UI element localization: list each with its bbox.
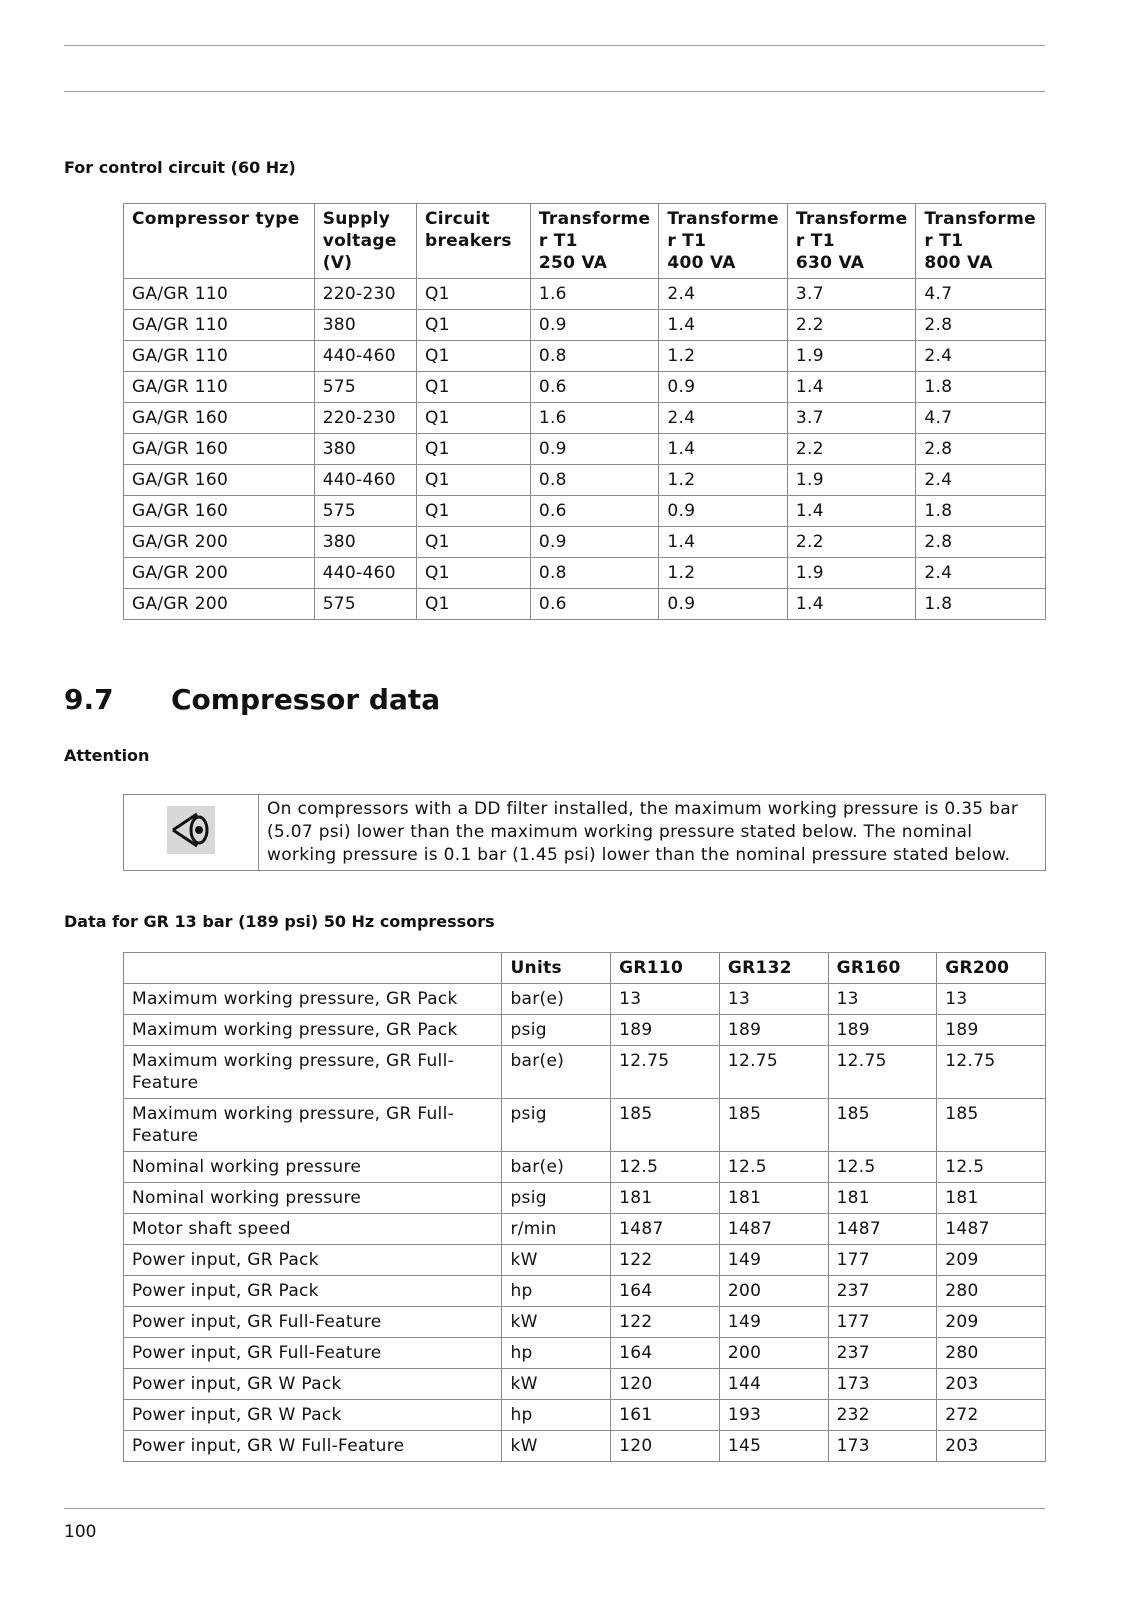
table-cell: 575 xyxy=(314,496,416,527)
gr-data-heading: Data for GR 13 bar (189 psi) 50 Hz compressors xyxy=(64,912,495,931)
table-cell: 2.4 xyxy=(659,403,788,434)
parameter-cell xyxy=(124,1338,502,1369)
table-cell: 149 xyxy=(719,1245,828,1276)
table-cell: 1.9 xyxy=(787,341,916,372)
table-cell: 1.4 xyxy=(659,434,788,465)
table-cell: Q1 xyxy=(417,434,531,465)
table-cell: 1.2 xyxy=(659,465,788,496)
table-cell: 185 xyxy=(828,1099,937,1152)
table-row xyxy=(124,1152,1046,1183)
parameter-line: Nominal working pressure xyxy=(132,1188,362,1208)
table-cell: 1.9 xyxy=(787,558,916,589)
column-header: GR200 xyxy=(937,953,1046,984)
table-cell: 144 xyxy=(719,1369,828,1400)
table-cell: GA/GR 110 xyxy=(124,279,315,310)
table-cell: 575 xyxy=(314,372,416,403)
header-rule-top xyxy=(64,45,1045,46)
column-header-line: (V) xyxy=(322,253,353,273)
table-cell: 1487 xyxy=(828,1214,937,1245)
table-cell: Q1 xyxy=(417,403,531,434)
column-header-line: Circuit xyxy=(425,209,490,229)
table-cell: 1.8 xyxy=(916,372,1046,403)
table-cell: 13 xyxy=(611,984,720,1015)
table-row xyxy=(124,1214,1046,1245)
table-cell: 13 xyxy=(937,984,1046,1015)
table-cell: 2.4 xyxy=(916,341,1046,372)
table-cell: Q1 xyxy=(417,558,531,589)
table-row xyxy=(124,984,1046,1015)
column-header-line: breakers xyxy=(425,231,512,251)
table-row xyxy=(124,465,1046,496)
column-header-line: voltage xyxy=(322,231,397,251)
attention-text-line: (5.07 psi) lower than the maximum working pressure stated below. The nominal xyxy=(267,822,973,842)
table-cell: 12.75 xyxy=(611,1046,720,1099)
table-row xyxy=(124,1307,1046,1338)
control-circuit-table xyxy=(123,203,1046,620)
column-header-line: r T1 xyxy=(667,231,707,251)
table-cell: Q1 xyxy=(417,372,531,403)
column-header-line: Transforme xyxy=(667,209,779,229)
table-cell: 12.75 xyxy=(937,1046,1046,1099)
attention-box xyxy=(123,794,1046,871)
table-cell: 209 xyxy=(937,1245,1046,1276)
parameter-cell xyxy=(124,1245,502,1276)
table-row xyxy=(124,1338,1046,1369)
parameter-cell xyxy=(124,1307,502,1338)
table-cell: 1.4 xyxy=(787,372,916,403)
table-cell: psig xyxy=(502,1183,611,1214)
table-cell: 12.75 xyxy=(828,1046,937,1099)
column-header xyxy=(916,204,1046,279)
table-cell: 177 xyxy=(828,1245,937,1276)
table-cell: 12.5 xyxy=(719,1152,828,1183)
footer-rule xyxy=(64,1508,1045,1509)
table-cell: 120 xyxy=(611,1369,720,1400)
parameter-cell xyxy=(124,1400,502,1431)
column-header-line: r T1 xyxy=(924,231,964,251)
table-cell: 220-230 xyxy=(314,403,416,434)
table-cell: 4.7 xyxy=(916,279,1046,310)
parameter-cell xyxy=(124,984,502,1015)
table-cell: hp xyxy=(502,1400,611,1431)
table-row xyxy=(124,310,1046,341)
attention-text-line: working pressure is 0.1 bar (1.45 psi) lower than the nominal pressure stated below. xyxy=(267,845,1011,865)
table-cell: 185 xyxy=(937,1099,1046,1152)
table-cell: 200 xyxy=(719,1276,828,1307)
parameter-cell xyxy=(124,1046,502,1099)
table-cell: 164 xyxy=(611,1338,720,1369)
column-header-line: 630 VA xyxy=(795,253,865,273)
table-cell: 237 xyxy=(828,1338,937,1369)
table-cell: psig xyxy=(502,1015,611,1046)
table-cell: 280 xyxy=(937,1338,1046,1369)
table-cell: 220-230 xyxy=(314,279,416,310)
table-cell: 1.2 xyxy=(659,341,788,372)
parameter-line: Nominal working pressure xyxy=(132,1157,362,1177)
table-cell: 181 xyxy=(719,1183,828,1214)
parameter-cell xyxy=(124,1015,502,1046)
table-cell: 181 xyxy=(937,1183,1046,1214)
attention-text xyxy=(259,795,1046,871)
parameter-line: Motor shaft speed xyxy=(132,1219,291,1239)
parameter-cell xyxy=(124,1431,502,1462)
table-cell: 2.8 xyxy=(916,527,1046,558)
column-header xyxy=(124,953,502,984)
table-cell: 1.4 xyxy=(659,310,788,341)
parameter-line: Power input, GR Pack xyxy=(132,1281,319,1301)
table-cell: 1.8 xyxy=(916,589,1046,620)
table-cell: 0.9 xyxy=(530,310,659,341)
table-cell: 0.9 xyxy=(659,496,788,527)
table-cell: GA/GR 160 xyxy=(124,496,315,527)
table-row xyxy=(124,1046,1046,1099)
parameter-line: Power input, GR W Pack xyxy=(132,1374,342,1394)
table-row xyxy=(124,1276,1046,1307)
parameter-cell xyxy=(124,1369,502,1400)
table-cell: 1487 xyxy=(719,1214,828,1245)
table-cell: 0.8 xyxy=(530,341,659,372)
parameter-line: Power input, GR W Full-Feature xyxy=(132,1436,405,1456)
table-cell: 203 xyxy=(937,1431,1046,1462)
parameter-line: Power input, GR Pack xyxy=(132,1250,319,1270)
table-cell: 272 xyxy=(937,1400,1046,1431)
table-cell: 189 xyxy=(828,1015,937,1046)
table-cell: 232 xyxy=(828,1400,937,1431)
table-cell: 0.9 xyxy=(659,372,788,403)
column-header: GR132 xyxy=(719,953,828,984)
table-cell: Q1 xyxy=(417,496,531,527)
column-header-line: Compressor type xyxy=(132,209,300,229)
table-row xyxy=(124,1015,1046,1046)
table-cell: 203 xyxy=(937,1369,1046,1400)
table-cell: 1.6 xyxy=(530,279,659,310)
table-cell: GA/GR 200 xyxy=(124,527,315,558)
table-cell: kW xyxy=(502,1245,611,1276)
column-header-line: Transforme xyxy=(795,209,908,229)
table-row xyxy=(124,434,1046,465)
table-cell: Q1 xyxy=(417,589,531,620)
table-cell: 200 xyxy=(719,1338,828,1369)
table-cell: 122 xyxy=(611,1307,720,1338)
table-cell: 1.4 xyxy=(787,496,916,527)
table-cell: 1.2 xyxy=(659,558,788,589)
table-cell: 2.2 xyxy=(787,434,916,465)
table-cell: 209 xyxy=(937,1307,1046,1338)
table-cell: 1487 xyxy=(611,1214,720,1245)
column-header: GR110 xyxy=(611,953,720,984)
table-row xyxy=(124,279,1046,310)
column-header-line: r T1 xyxy=(538,231,578,251)
table-cell: 380 xyxy=(314,310,416,341)
column-header xyxy=(417,204,531,279)
table-cell: 173 xyxy=(828,1369,937,1400)
table-cell: 173 xyxy=(828,1431,937,1462)
table-cell: 189 xyxy=(611,1015,720,1046)
parameter-line: Power input, GR Full-Feature xyxy=(132,1312,382,1332)
table-row xyxy=(124,1183,1046,1214)
column-header xyxy=(787,204,916,279)
table-cell: 1487 xyxy=(937,1214,1046,1245)
table-cell: 280 xyxy=(937,1276,1046,1307)
parameter-cell xyxy=(124,1276,502,1307)
table-row xyxy=(124,558,1046,589)
table-cell: 2.4 xyxy=(659,279,788,310)
table-cell: bar(e) xyxy=(502,1152,611,1183)
column-header xyxy=(314,204,416,279)
table-cell: 2.8 xyxy=(916,310,1046,341)
table-cell: 0.6 xyxy=(530,589,659,620)
table-cell: GA/GR 160 xyxy=(124,403,315,434)
table-cell: 0.8 xyxy=(530,465,659,496)
eye-warning-icon xyxy=(167,806,215,854)
table-row xyxy=(124,589,1046,620)
table-cell: 149 xyxy=(719,1307,828,1338)
parameter-line: Maximum working pressure, GR Pack xyxy=(132,1020,458,1040)
table-cell: 161 xyxy=(611,1400,720,1431)
table-cell: 12.75 xyxy=(719,1046,828,1099)
table-cell: bar(e) xyxy=(502,1046,611,1099)
table-cell: 0.9 xyxy=(530,434,659,465)
table-cell: 237 xyxy=(828,1276,937,1307)
column-header xyxy=(530,204,659,279)
table-cell: GA/GR 200 xyxy=(124,558,315,589)
parameter-line: Maximum working pressure, GR Full- xyxy=(132,1051,455,1071)
table-cell: GA/GR 200 xyxy=(124,589,315,620)
attention-icon-cell xyxy=(124,795,259,871)
table-cell: 0.9 xyxy=(530,527,659,558)
section-title-text: Compressor data xyxy=(171,683,441,716)
table-cell: 145 xyxy=(719,1431,828,1462)
attention-heading: Attention xyxy=(64,746,150,765)
column-header-line: 250 VA xyxy=(538,253,608,273)
table-row xyxy=(124,1431,1046,1462)
table-cell: GA/GR 110 xyxy=(124,341,315,372)
table-cell: 122 xyxy=(611,1245,720,1276)
table-cell: GA/GR 110 xyxy=(124,310,315,341)
table-cell: 2.8 xyxy=(916,434,1046,465)
table-cell: 2.4 xyxy=(916,465,1046,496)
table-cell: psig xyxy=(502,1099,611,1152)
parameter-line: Maximum working pressure, GR Full- xyxy=(132,1104,455,1124)
table-cell: GA/GR 110 xyxy=(124,372,315,403)
table-cell: Q1 xyxy=(417,465,531,496)
table-cell: 380 xyxy=(314,434,416,465)
table-cell: 2.2 xyxy=(787,310,916,341)
table-cell: 0.6 xyxy=(530,372,659,403)
table-cell: 0.6 xyxy=(530,496,659,527)
table-row xyxy=(124,341,1046,372)
table-cell: 193 xyxy=(719,1400,828,1431)
table-cell: 440-460 xyxy=(314,558,416,589)
parameter-line: Power input, GR Full-Feature xyxy=(132,1343,382,1363)
section-number: 9.7 xyxy=(64,683,114,716)
table-cell: 12.5 xyxy=(937,1152,1046,1183)
table-cell: 440-460 xyxy=(314,341,416,372)
table-cell: 1.6 xyxy=(530,403,659,434)
gr-data-table xyxy=(123,952,1046,1462)
section-title xyxy=(64,683,440,716)
column-header-line: Transforme xyxy=(538,209,651,229)
table-cell: 12.5 xyxy=(611,1152,720,1183)
table-cell: 120 xyxy=(611,1431,720,1462)
table-cell: 13 xyxy=(828,984,937,1015)
table-row xyxy=(124,403,1046,434)
column-header-line: Transforme xyxy=(924,209,1036,229)
table-cell: 0.9 xyxy=(659,589,788,620)
parameter-line: Feature xyxy=(132,1073,199,1093)
table-cell: 185 xyxy=(719,1099,828,1152)
parameter-cell xyxy=(124,1183,502,1214)
table-cell: 1.8 xyxy=(916,496,1046,527)
table-cell: GA/GR 160 xyxy=(124,465,315,496)
table-row xyxy=(124,527,1046,558)
table-cell: 1.4 xyxy=(787,589,916,620)
column-header: GR160 xyxy=(828,953,937,984)
column-header-line: 400 VA xyxy=(667,253,736,273)
table-cell: 185 xyxy=(611,1099,720,1152)
column-header-line: r T1 xyxy=(795,231,835,251)
table-cell: kW xyxy=(502,1307,611,1338)
table-cell: 3.7 xyxy=(787,403,916,434)
parameter-cell xyxy=(124,1099,502,1152)
page-number: 100 xyxy=(64,1522,97,1542)
table-cell: Q1 xyxy=(417,527,531,558)
parameter-cell xyxy=(124,1152,502,1183)
control-circuit-heading: For control circuit (60 Hz) xyxy=(64,158,296,177)
parameter-line: Maximum working pressure, GR Pack xyxy=(132,989,458,1009)
table-cell: Q1 xyxy=(417,341,531,372)
table-cell: 189 xyxy=(719,1015,828,1046)
table-cell: GA/GR 160 xyxy=(124,434,315,465)
table-cell: 177 xyxy=(828,1307,937,1338)
table-cell: bar(e) xyxy=(502,984,611,1015)
column-header xyxy=(659,204,788,279)
table-cell: r/min xyxy=(502,1214,611,1245)
table-cell: 13 xyxy=(719,984,828,1015)
table-cell: hp xyxy=(502,1276,611,1307)
table-cell: 1.9 xyxy=(787,465,916,496)
table-row xyxy=(124,1369,1046,1400)
attention-text-line: On compressors with a DD filter installed, the maximum working pressure is 0.35 bar xyxy=(267,799,1019,819)
table-row xyxy=(124,496,1046,527)
table-cell: 4.7 xyxy=(916,403,1046,434)
table-row xyxy=(124,1099,1046,1152)
table-row xyxy=(124,1400,1046,1431)
parameter-cell xyxy=(124,1214,502,1245)
table-cell: 181 xyxy=(828,1183,937,1214)
table-cell: 380 xyxy=(314,527,416,558)
table-cell: 164 xyxy=(611,1276,720,1307)
column-header-line: Supply xyxy=(322,209,391,229)
table-cell: 0.8 xyxy=(530,558,659,589)
table-cell: 1.4 xyxy=(659,527,788,558)
table-cell: Q1 xyxy=(417,279,531,310)
table-cell: 440-460 xyxy=(314,465,416,496)
table-cell: 575 xyxy=(314,589,416,620)
column-header-line: 800 VA xyxy=(924,253,993,273)
header-rule-bottom xyxy=(64,91,1045,92)
table-row xyxy=(124,1245,1046,1276)
table-row xyxy=(124,372,1046,403)
table-cell: 3.7 xyxy=(787,279,916,310)
table-cell: kW xyxy=(502,1369,611,1400)
table-cell: 181 xyxy=(611,1183,720,1214)
table-cell: 2.2 xyxy=(787,527,916,558)
column-header: Units xyxy=(502,953,611,984)
parameter-line: Power input, GR W Pack xyxy=(132,1405,342,1425)
table-cell: Q1 xyxy=(417,310,531,341)
table-cell: 12.5 xyxy=(828,1152,937,1183)
table-cell: hp xyxy=(502,1338,611,1369)
table-cell: kW xyxy=(502,1431,611,1462)
table-cell: 2.4 xyxy=(916,558,1046,589)
parameter-line: Feature xyxy=(132,1126,199,1146)
table-cell: 189 xyxy=(937,1015,1046,1046)
column-header xyxy=(124,204,315,279)
